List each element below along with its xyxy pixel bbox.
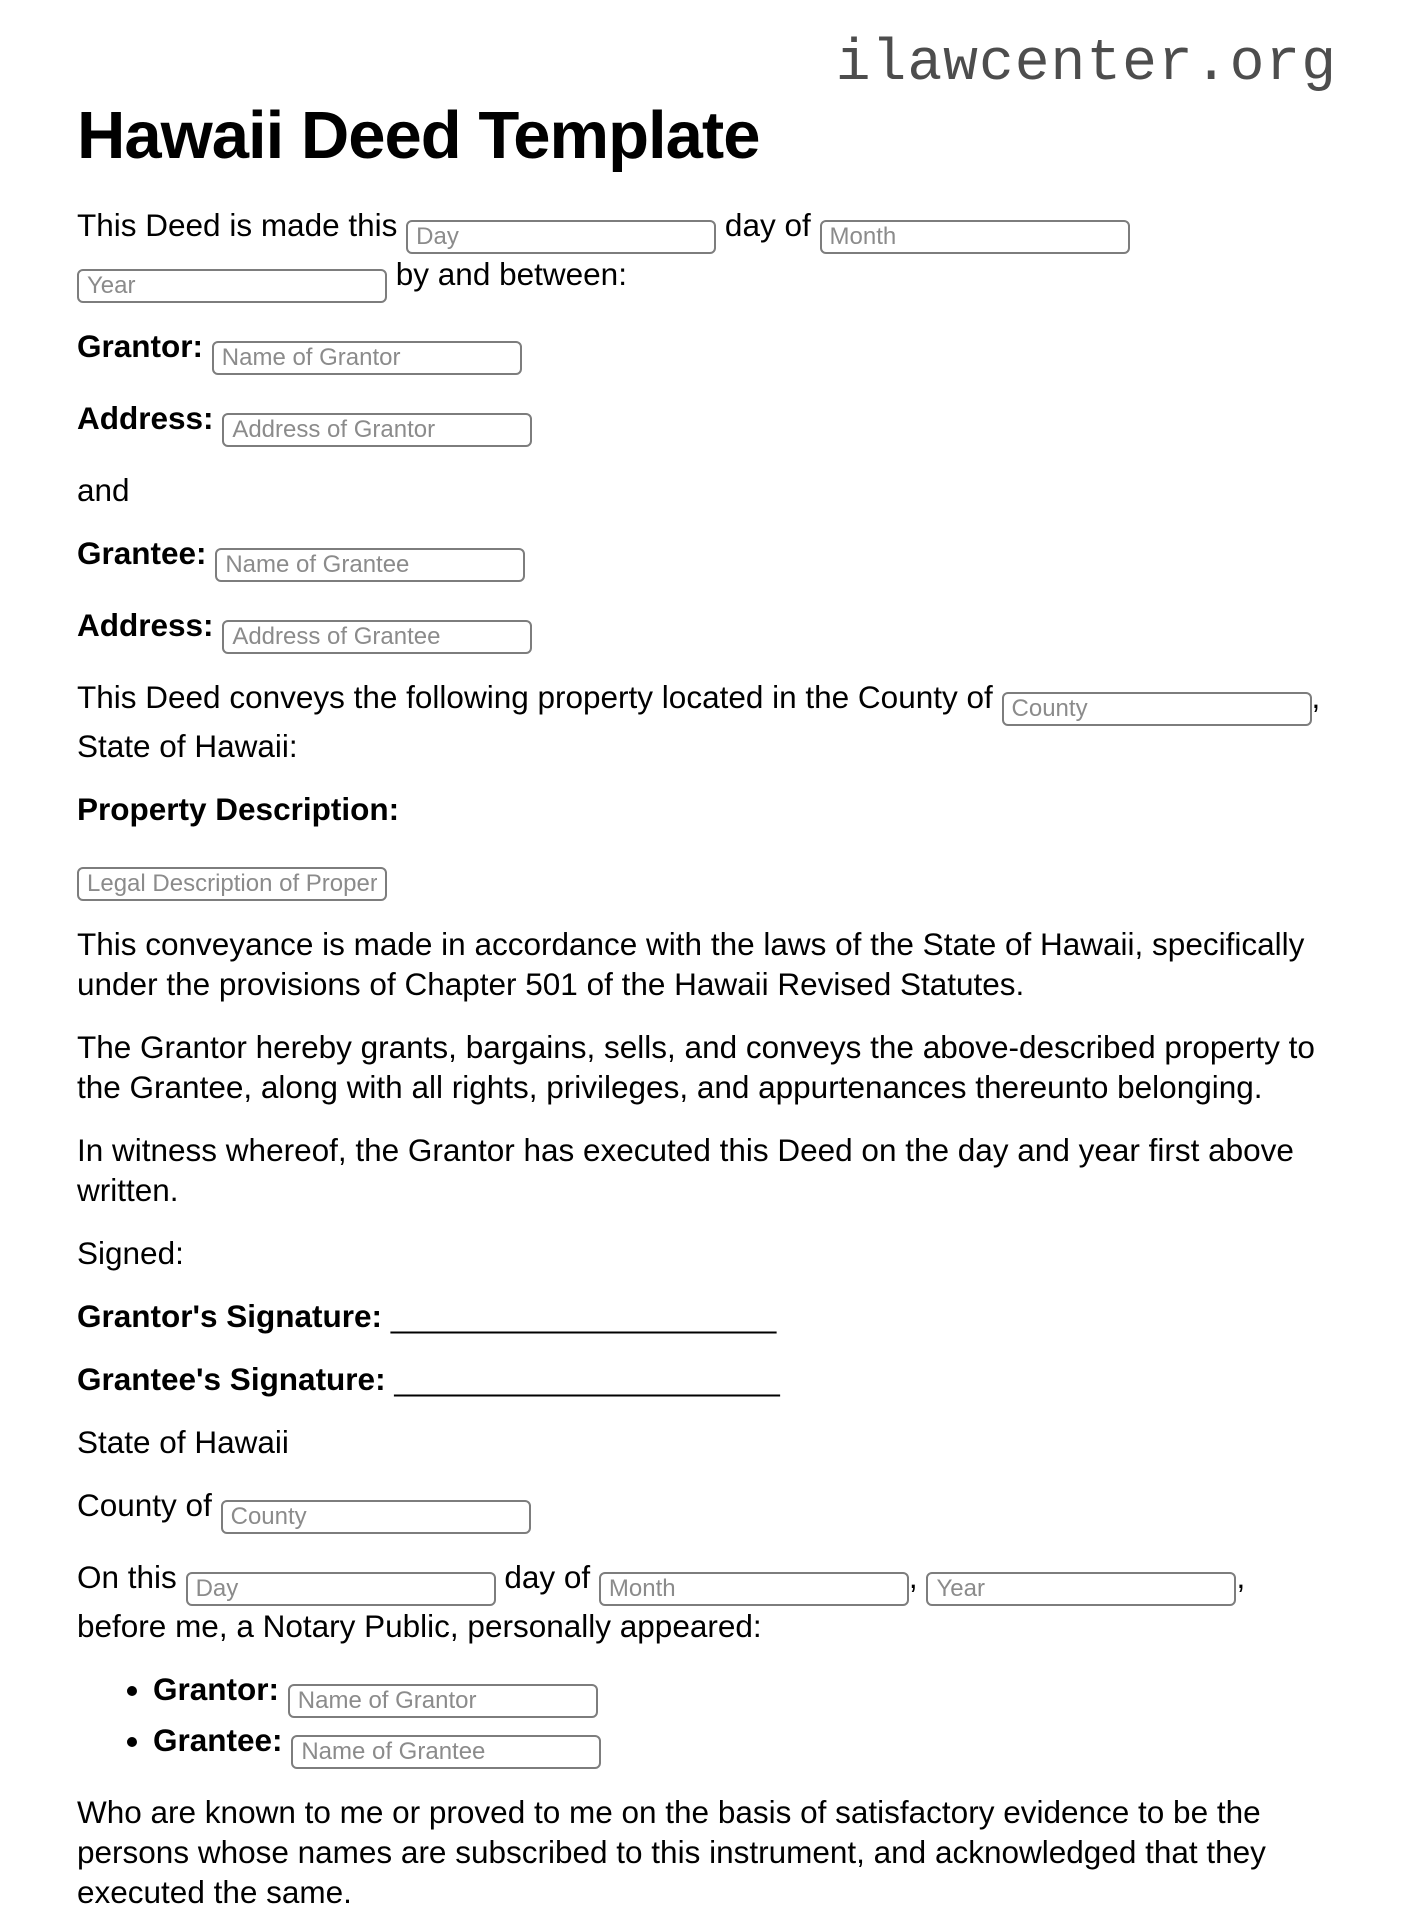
legal-description-input[interactable] [77,867,387,901]
notary-grantee-label: Grantee: [153,1721,283,1758]
notary-comma-2: , [1236,1558,1246,1595]
grantor-signature-line: ______________________ [390,1297,777,1334]
list-item-grantee [153,1720,1337,1769]
notary-county-label: County of [77,1486,212,1523]
notary-grantor-label: Grantor: [153,1670,279,1707]
notary-day-input[interactable] [186,1572,496,1606]
grantee-signature-line: ______________________ [394,1360,780,1397]
grantor-address-row [77,398,1337,447]
grantee-name-input[interactable] [215,548,525,582]
and-connector: and [77,471,130,508]
deed-month-input[interactable] [820,220,1130,254]
grantor-row [77,326,1337,375]
page-title: Hawaii Deed Template [77,97,760,173]
grantee-signature-row [77,1359,1337,1399]
intro-text-day-of: day of [724,206,811,243]
notary-state-line: State of Hawaii [77,1423,289,1460]
legal-description-row [77,852,1337,901]
witness-clause: In witness whereof, the Grantor has executed this Deed on the day and year first above written. [77,1131,1294,1208]
notary-appeared-list [77,1669,1337,1769]
conveyance-text: This Deed conveys the following property located in the County of [77,678,993,715]
conveyance-second-line: State of Hawaii: [77,727,298,764]
list-item-grantor [153,1669,1337,1718]
grantee-address-label: Address: [77,606,214,643]
grantee-address-row [77,605,1337,654]
intro-text-before-day: This Deed is made this [77,206,398,243]
grantor-address-label: Address: [77,399,214,436]
notary-grantee-name-input[interactable] [291,1735,601,1769]
signed-label: Signed: [77,1234,184,1271]
accordance-clause: This conveyance is made in accordance with the laws of the State of Hawaii, specifically under the provisions of Chapter 501 of the Hawaii Revised Statutes. [77,925,1305,1002]
deed-year-input[interactable] [77,269,387,303]
grantor-label: Grantor: [77,327,203,364]
notary-before-line: before me, a Notary Public, personally appeared: [77,1607,762,1644]
property-description-heading [77,789,1337,829]
grantee-signature-label: Grantee's Signature: [77,1360,386,1397]
grantor-signature-label: Grantor's Signature: [77,1297,383,1334]
grantor-address-input[interactable] [222,413,532,447]
intro-paragraph [77,205,1337,303]
grantee-label: Grantee: [77,534,207,571]
conveyance-comma: , [1311,678,1321,715]
site-logo: ilawcenter.org [835,32,1337,97]
grantor-signature-row [77,1296,1337,1336]
grantee-address-input[interactable] [222,620,532,654]
county-input[interactable] [1002,692,1312,726]
acknowledgment-paragraph: Who are known to me or proved to me on the basis of satisfactory evidence to be the persons whose names are subscribed to this instrument, and acknowledged that they executed the same. [77,1793,1266,1910]
property-description-label: Property Description: [77,790,400,827]
notary-on-this-text: On this [77,1558,177,1595]
notary-year-input[interactable] [926,1572,1236,1606]
notary-grantor-name-input[interactable] [288,1684,598,1718]
notary-county-row [77,1485,1337,1534]
notary-comma-1: , [908,1558,918,1595]
intro-text-after: by and between: [395,255,627,292]
notary-date-paragraph [77,1557,1337,1646]
conveyance-paragraph [77,677,1337,766]
grant-clause: The Grantor hereby grants, bargains, sells, and conveys the above-described property to the Grantee, along with all rights, privileges, and appurtenances thereunto belonging. [77,1028,1315,1105]
grantee-row [77,533,1337,582]
deed-day-input[interactable] [406,220,716,254]
notary-day-of-text: day of [504,1558,591,1595]
grantor-name-input[interactable] [212,341,522,375]
notary-month-input[interactable] [599,1572,909,1606]
notary-county-input[interactable] [221,1500,531,1534]
